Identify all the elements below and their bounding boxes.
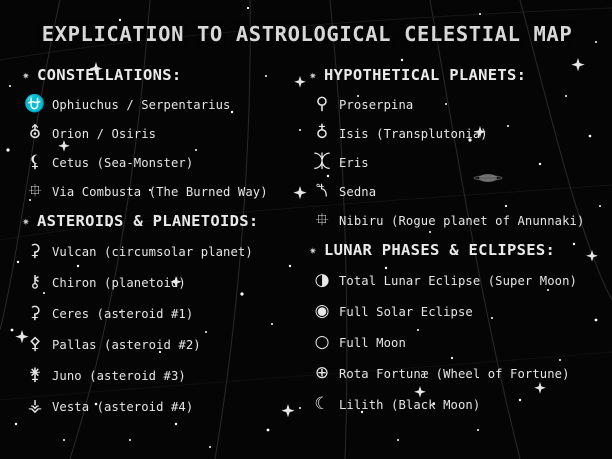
ceres-symbol: ⚳ — [28, 303, 42, 323]
section-asteroids — [18, 208, 308, 422]
vesta-symbol: ⚶ — [27, 396, 43, 416]
full-solar-eclipse-icon: ◉ — [314, 301, 330, 321]
list-item — [305, 327, 605, 358]
list-item — [18, 119, 308, 148]
list-item-label: Via Combusta (The Burned Way) — [52, 184, 268, 199]
section-heading-asteroids — [18, 208, 308, 234]
juno-symbol: ⚵ — [28, 365, 42, 385]
list-item — [18, 177, 308, 206]
list-item-label: Chiron (planetoid) — [52, 275, 186, 290]
vulcan-symbol: ⚳ — [28, 241, 42, 261]
legend-column-right — [305, 62, 605, 422]
list-item — [305, 265, 605, 296]
section-heading-label: HYPOTHETICAL PLANETS: — [324, 66, 527, 84]
list-item — [18, 391, 308, 422]
list-item-label: Orion / Osiris — [52, 126, 157, 141]
star-icon: ✷ — [22, 68, 30, 82]
list-item-label: Eris — [339, 155, 369, 170]
section-hypothetical-planets — [305, 62, 605, 235]
total-lunar-eclipse-icon: ◑ — [314, 270, 330, 290]
list-item — [305, 206, 605, 235]
list-item — [305, 389, 605, 420]
list-item-label: Ophiuchus / Serpentarius — [52, 97, 231, 112]
list-item — [18, 329, 308, 360]
proserpina-symbol: ⚲ — [315, 94, 329, 114]
list-item-label: Ceres (asteroid #1) — [52, 306, 194, 321]
star-icon: ✷ — [309, 243, 317, 257]
list-item — [305, 177, 605, 206]
section-constellations — [18, 62, 308, 206]
sedna-symbol: ⯲ — [316, 181, 328, 201]
list-item — [305, 148, 605, 177]
via-combusta-symbol: ⯐ — [28, 181, 42, 201]
list-item-label: Vulcan (circumsolar planet) — [52, 244, 253, 259]
section-heading-lunar-phases — [305, 237, 605, 263]
section-lunar-phases — [305, 237, 605, 420]
orion-symbol: ⛢ — [28, 123, 42, 143]
list-item — [305, 296, 605, 327]
list-item-label: Juno (asteroid #3) — [52, 368, 186, 383]
list-item — [305, 90, 605, 119]
list-item-label: Isis (Transplutonia) — [339, 126, 488, 141]
section-heading-label: LUNAR PHASES & ECLIPSES: — [324, 241, 556, 259]
section-heading-label: ASTEROIDS & PLANETOIDS: — [37, 212, 259, 230]
chiron-symbol: ⚷ — [28, 272, 42, 292]
list-item-label: Nibiru (Rogue planet of Anunnaki) — [339, 213, 585, 228]
legend-column-left — [18, 62, 308, 424]
list-item-label: Pallas (asteroid #2) — [52, 337, 201, 352]
full-moon-icon: ○ — [314, 332, 330, 352]
lilith-icon: ☾ — [314, 394, 330, 414]
section-heading-hypothetical-planets — [305, 62, 605, 88]
list-item-label: Vesta (asteroid #4) — [52, 399, 194, 414]
pallas-symbol: ⚴ — [28, 334, 42, 354]
eris-symbol: ⯰ — [313, 152, 331, 172]
list-item-label: Full Solar Eclipse — [339, 304, 473, 319]
list-item — [305, 119, 605, 148]
isis-symbol: ♁ — [315, 123, 329, 143]
list-item — [305, 358, 605, 389]
cetus-symbol: ⚸ — [28, 152, 42, 172]
rota-fortunae-icon: ⊕ — [314, 363, 330, 383]
list-item-label: Lilith (Black Moon) — [339, 397, 481, 412]
ophiuchus-symbol: ⛎ — [24, 94, 46, 114]
star-icon: ✷ — [309, 68, 317, 82]
list-item-label: Sedna — [339, 184, 377, 199]
list-item — [18, 360, 308, 391]
section-heading-label: CONSTELLATIONS: — [37, 66, 182, 84]
list-item — [18, 148, 308, 177]
list-item-label: Full Moon — [339, 335, 406, 350]
list-item-label: Proserpina — [339, 97, 414, 112]
section-heading-constellations — [18, 62, 308, 88]
star-icon: ✷ — [22, 214, 30, 228]
list-item-label: Rota Fortunæ (Wheel of Fortune) — [339, 366, 570, 381]
list-item — [18, 236, 308, 267]
list-item — [18, 298, 308, 329]
list-item-label: Total Lunar Eclipse (Super Moon) — [339, 273, 577, 288]
list-item — [18, 267, 308, 298]
nibiru-symbol: ⯐ — [315, 210, 329, 230]
list-item-label: Cetus (Sea-Monster) — [52, 155, 194, 170]
list-item — [18, 90, 308, 119]
page-title: EXPLICATION TO ASTROLOGICAL CELESTIAL MAP — [41, 22, 573, 46]
